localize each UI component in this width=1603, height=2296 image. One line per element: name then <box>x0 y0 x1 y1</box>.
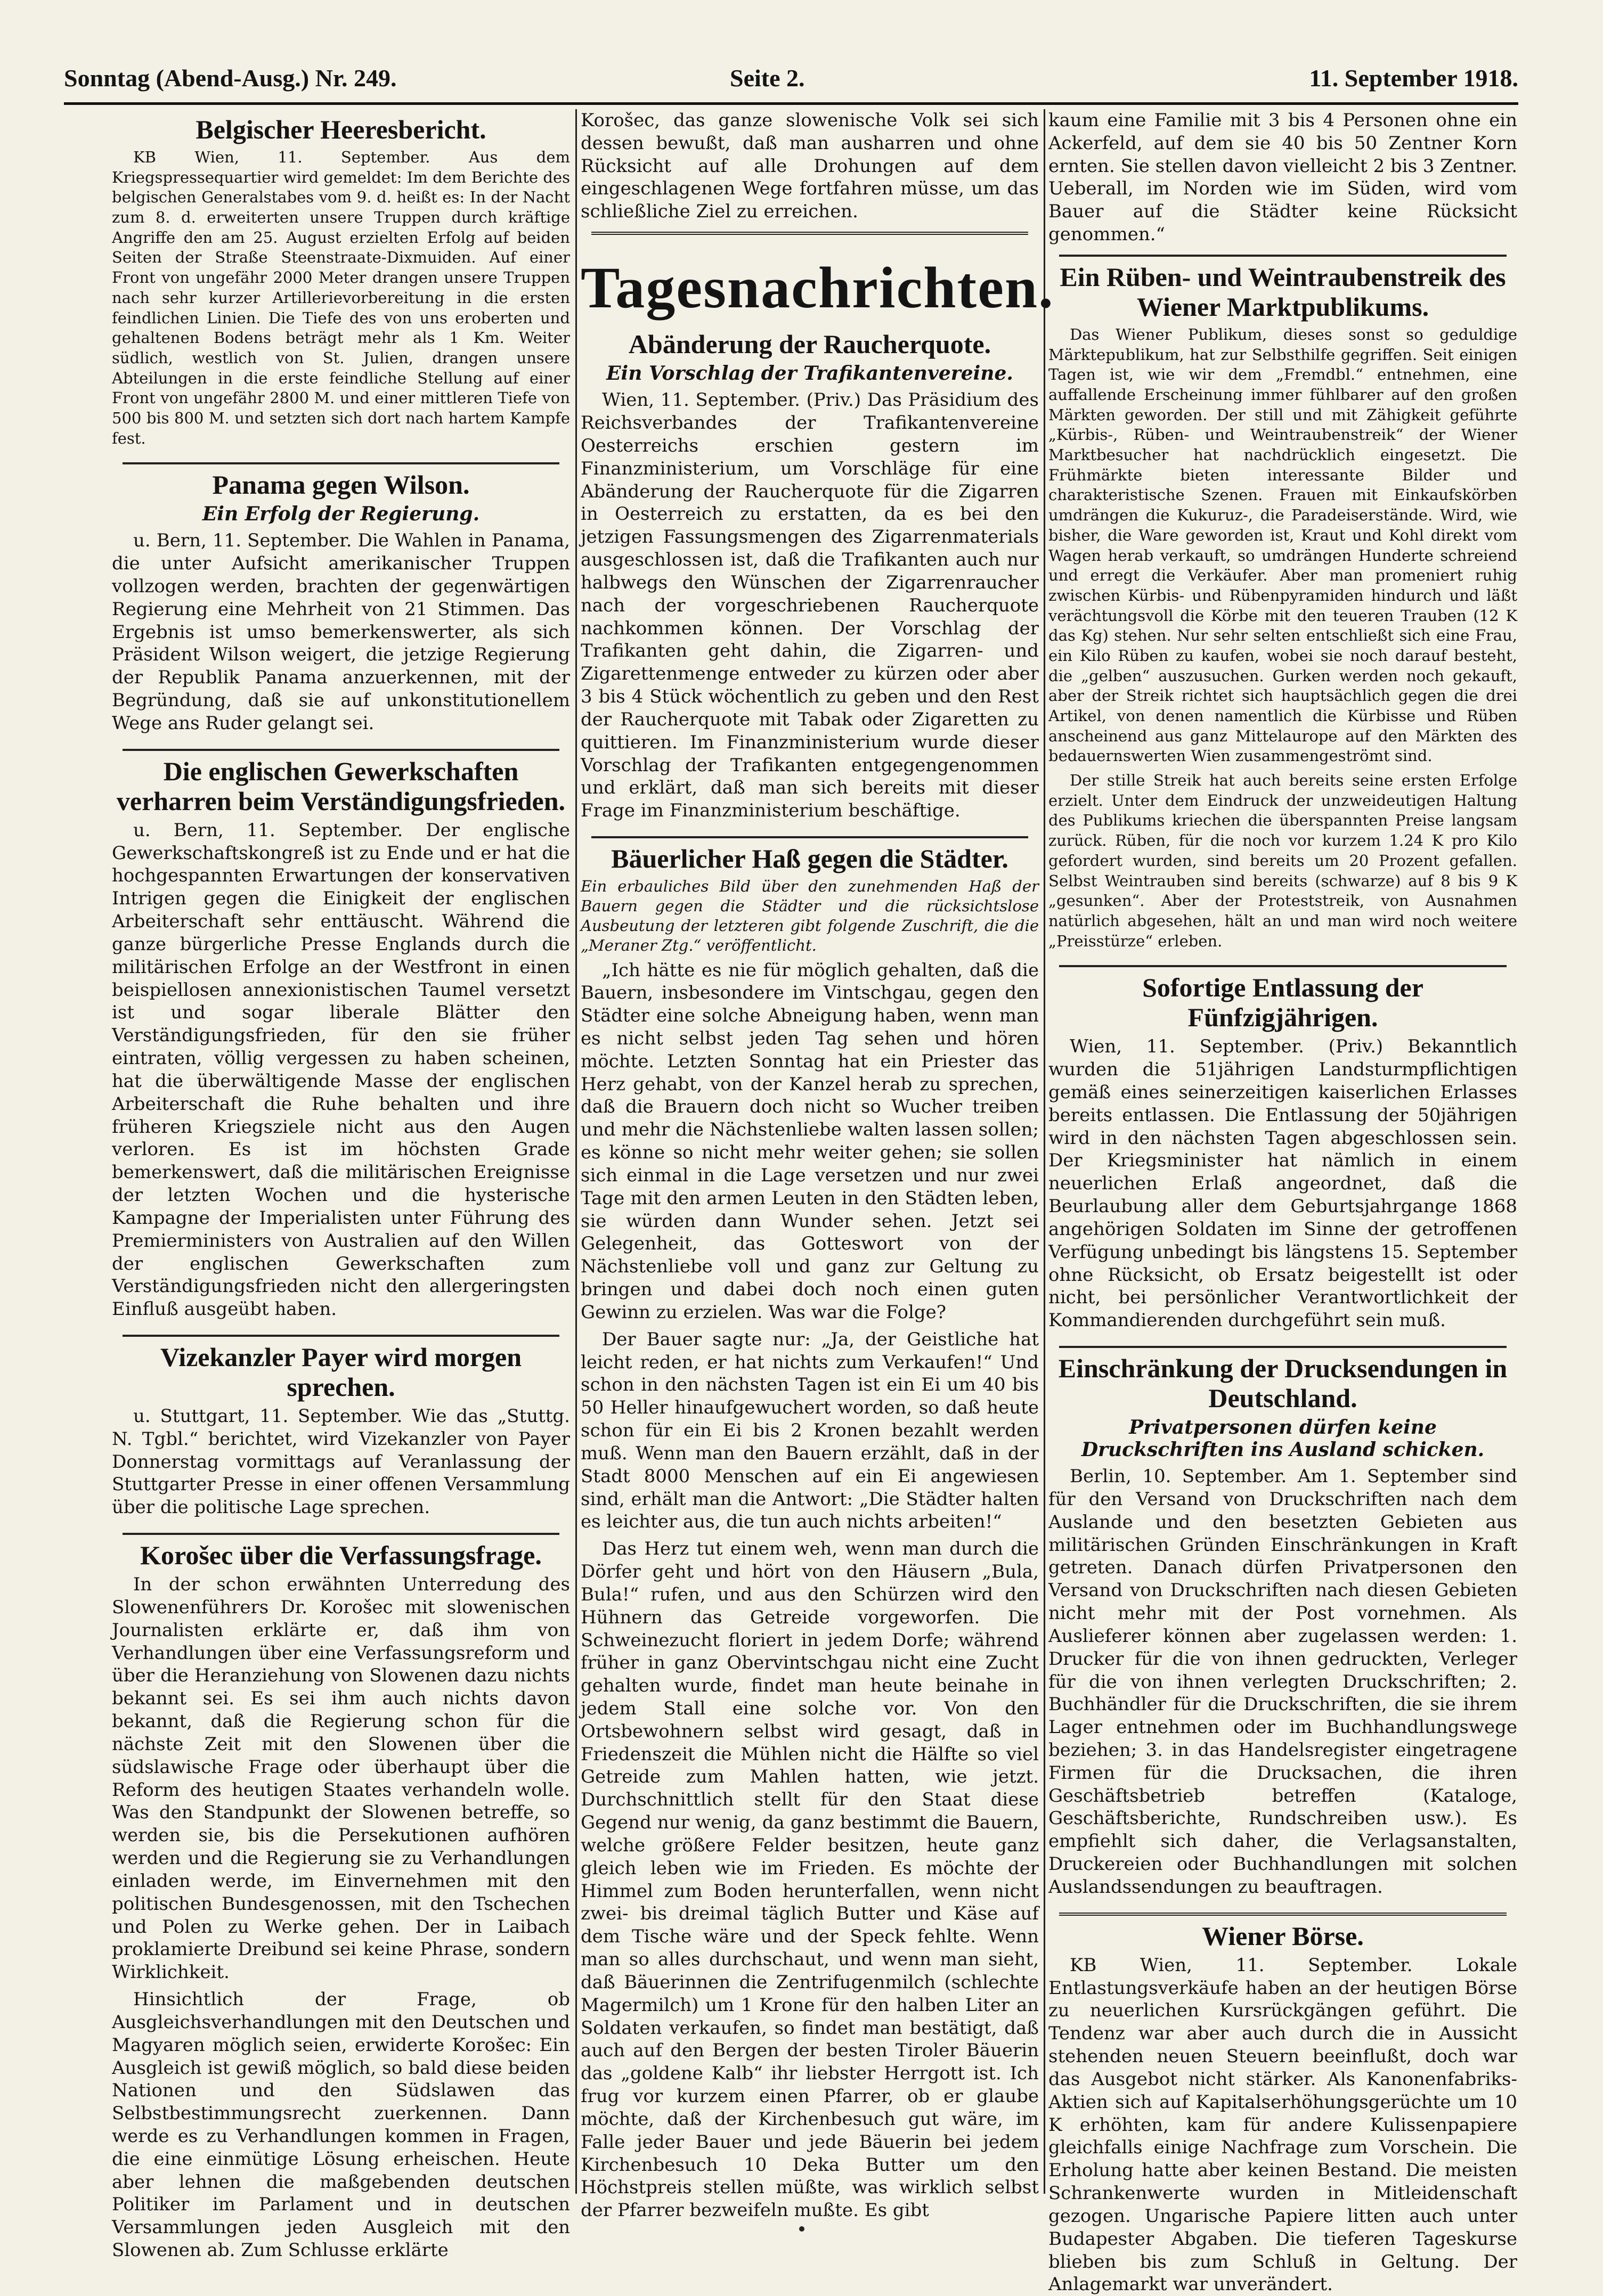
article-headline: Abänderung der Raucherquote. <box>628 329 991 359</box>
article-headline: Bäuerlicher Haß gegen die Städter. <box>611 844 1008 874</box>
article-paragraph: Der Bauer sagte nur: „Ja, der Geistliche hat leicht reden, er hat nichts zum Verkaufen!“ Und schon in den nächsten Tagen ist ein Ei um 40 bis 50 Heller hinaufgewuchert worden, so daß heute schon für ein Ei bis 2 Kronen bezahlt werden muß. Wenn man den Bauern erzählt, daß in der Stadt 8000 Menschen auf ein Ei angewiesen sind, erhält man die Antwort: „Die Städter halten es leichter aus, die tun auch nichts arbeiten!“ <box>581 1328 1039 1533</box>
divider <box>1059 1913 1507 1916</box>
divider <box>123 749 559 751</box>
column-divider <box>1044 109 1045 2194</box>
divider <box>1059 1346 1507 1348</box>
article-paragraph: „Ich hätte es nie für möglich gehalten, daß die Bauern, insbesondere im Vintschgau, gegen den Städter eine solche Abneigung haben, wenn man es nicht selbst jeden Tag sehen und hören möchte. Letzten Sonntag hat ein Priester das Herz gehabt, von der Kanzel herab zu sprechen, daß die Brauern doch nicht so Wucher treiben und mehr die Nächstenliebe walten lassen sollen; es könne so nicht mehr weiter gehen; sie sollen sich einmal in die Lage versetzen und nur zwei Tage mit den armen Leuten in den Städten leben, sie würden dann Wunder sehen. Jetzt sei Gelegenheit, das Gotteswort von der Nächstenliebe voll und ganz zur Geltung zu bringen und dabei doch noch einen guten Gewinn zu erzielen. Was war die Folge? <box>581 959 1039 1323</box>
page-mark <box>799 2226 804 2232</box>
page-number: Seite 2. <box>730 64 805 92</box>
article-raucherquote <box>581 329 1039 822</box>
divider <box>123 1533 559 1535</box>
article-headline: Panama gegen Wilson. <box>212 470 470 500</box>
column-middle <box>581 109 1054 2221</box>
article-paragraph: Das Wiener Publikum, dieses sonst so geduldige Märktepublikum, hat zur Selbsthilfe gegriffen. Seit einigen Tagen ist, wie wir dem „Fremdbl.“ entnehmen, eine auffallende Erscheinung immer fühlbarer auf den großen Märkten geworden. Der still und mit Zähigkeit geführte „Kürbis-, Rüben- und Weintraubenstreik“ der Wiener Marktbesucher hat nachdrücklich eingesetzt. Die Frühmärkte bieten interessante Bilder und charakteristische Szenen. Frauen mit Einkaufskörben umdrängen die Kukuruz-, die Paradeiserstände. Wird, wie bisher, die Ware geworden ist, Kraut und Kohl direkt vom Wagen herab verkauft, so umdrängen Hunderte schreiend und erregt die Verkäufer. Aber man promeniert ruhig zwischen Kürbis- und Rübenpyramiden hindurch und läßt verächtungsvoll die Körbe mit den teueren Trauben (12 K das Kg) stehen. Nur sehr selten entschließt sich eine Frau, ein Kilo Rüben zu kaufen, wobei sie noch darauf besteht, die „gelben“ auszusuchen. Gurken werden noch gekauft, aber der Streik richtet sich hauptsächlich gegen die drei Artikel, von denen namentlich die Kürbisse und Rüben anscheinend aus ganz Mittelaurope auf den Märkten des bedauernswerten Wien zusammengeströmt sind. <box>1048 325 1517 765</box>
divider <box>591 836 1028 838</box>
article-body: Wien, 11. September. (Priv.) Das Präsidium des Reichsverbandes der Trafikantenvereine Oesterreichs erschien gestern im Finanzministerium, um Vorschläge für eine Abänderung der Raucherquote für die Zigarren in Oesterreich zu erstatten, da es bei den jetzigen Fassungsmengen des Zigarrenmaterials ausgeschlossen ist, daß die Trafikanten auch nur halbwegs den Wünschen der Zigarrenraucher nach der vorgeschriebenen Raucherquote nachkommen können. Der Vorschlag der Trafikanten geht dahin, die Zigarren- und Zigarettenmenge entweder zu kürzen oder aber 3 bis 4 Stück wöchentlich zu geben und den Rest der Raucherquote mit Tabak oder Zigaretten zu quittieren. Im Finanzministerium wurde dieser Vorschlag der Trafikanten entgegengenommen und erklärt, daß man sich bereits mit dieser Frage im Finanzministerium beschäftige. <box>581 389 1039 822</box>
article-belgian-report <box>112 115 570 448</box>
article-vienna-exchange <box>1048 1921 1517 2296</box>
issue-date: 11. September 1918. <box>1309 64 1518 92</box>
article-subheadline: Ein Vorschlag der Trafikantenvereine. <box>606 362 1013 385</box>
article-headline: Einschränkung der Drucksendungen in Deutschland. <box>1058 1353 1508 1413</box>
column-right <box>1048 109 1517 2295</box>
article-panama <box>112 470 570 734</box>
divider <box>591 232 1028 235</box>
article-korosec <box>112 1540 570 2262</box>
article-headline: Die englischen Gewerkschaften verharren beim Verständigungsfrieden. <box>116 756 566 816</box>
article-paragraph: Das Herz tut einem weh, wenn man durch die Dörfer geht und hört von den Häusern „Bula, Bula!“ rufen, und aus den Schürzen wird den Hühnern das Getreide vorgeworfen. Die Schweinezucht floriert in jedem Dorfe; während früher in ganz Obervintschgau nicht eine Zucht gehalten wurde, findet man heute beinahe in jedem Stall eine solche vor. Von den Ortsbewohnern selbst wird gesagt, daß in Friedenszeit die Mühlen nicht die Hälfte so viel Getreide zum Mahlen hatten, wie jetzt. Durchschnittlich stellt für den Staat diese Gegend nur wenig, da ganz bestimmt die Bauern, welche größere Felder besitzen, heute ganz gleich leben wie im Frieden. Es möchte der Himmel zum Boden herunterfallen, wenn nicht zwei- bis dreimal täglich Butter und Käse auf dem Tische wäre und der Speck fehlte. Wenn man so alles durchschaut, und wenn man sieht, daß Bäuerinnen die Zentrifugenmilch (schlechte Magermilch) um 1 Krone für den halben Liter an Soldaten verkaufen, so findet man bestätigt, daß auch auf den Bergen der besten Tiroler Bäuerin das „goldene Kalb“ ihr liebster Herrgott ist. Ich frug vor kurzem einen Pfarrer, ob er glaube möchte, daß der Kirchenbesuch gut wäre, im Falle jeder Bauer und jede Bäuerin bei jedem Kirchenbesuch 10 Deka Butter um den Höchstpreis stellen müßte, was wirklich selbst der Pfarrer bezweifeln mußte. Es gibt <box>581 1538 1039 2221</box>
column-left <box>112 109 570 2261</box>
article-body: KB Wien, 11. September. Aus dem Kriegspressequartier wird gemeldet: Im dem Berichte des belgischen Generalstabes vom 9. d. heißt es: In der Nacht zum 8. d. erweiterten unsere Truppen durch kräftige Angriffe den am 25. August erzielten Erfolg auf beiden Seiten der Straße Steenstraate-Dixmuiden. Auf einer Front von ungefähr 2000 Meter drangen unsere Truppen nach sehr kurzer Artillerievorbereitung in die ersten feindlichen Linien. Die Tiefe des von uns eroberten und gehaltenen Bodens beträgt mehr als 1 Km. Weiter südlich, westlich von St. Julien, drangen unsere Abteilungen in die erste feindliche Stellung auf einer Front von ungefähr 2800 M. und einer mittleren Tiefe von 500 bis 800 M. und setzten sich dort nach hartem Kampfe fest. <box>112 148 570 447</box>
masthead <box>64 53 1518 101</box>
article-body: u. Bern, 11. September. Die Wahlen in Panama, die unter Aufsicht amerikanischer Truppen vollzogen werden, brachten der gegenwärtigen Regierung eine Mehrheit von 21 Stimmen. Das Ergebnis ist umso bemerkenswerter, als sich Präsident Wilson weigert, die jetzige Regierung der Republik Panama anzuerkennen, mit der Begründung, daß sie auf unkonstitutionellem Wege ans Ruder gelangt sei. <box>112 530 570 734</box>
article-headline: Sofortige Entlassung der Fünfzigjährigen. <box>1142 973 1423 1033</box>
article-market-strike <box>1048 262 1517 951</box>
divider <box>1059 255 1507 257</box>
article-paragraph: Hinsichtlich der Frage, ob Ausgleichsverhandlungen mit den Deutschen und Magyaren möglich seien, erwiderte Korošec: Ein Ausgleich ist gewiß möglich, so bald diese beiden Nationen und den Südslawen das Selbstbestimmungsrecht zuerkennen. Dann werde es zu Verhandlungen kommen in Fragen, die eine einmütige Lösung erheischen. Heute aber lehnen die maßgebenden deutschen Politiker im Parlament und in deutschen Versammlungen jeden Ausgleich mit den Slowenen ab. Zum Schlusse erklärte <box>112 1989 570 2261</box>
divider <box>123 462 559 464</box>
article-print-restrictions <box>1048 1353 1517 1899</box>
article-payer <box>112 1342 570 1519</box>
article-headline: Ein Rüben- und Weintraubenstreik des Wiener Marktpublikums. <box>1060 262 1506 322</box>
article-subheadline: Privatpersonen dürfen keine Druckschriften ins Ausland schicken. <box>1081 1416 1485 1461</box>
article-headline: Belgischer Heeresbericht. <box>196 115 486 144</box>
article-english-unions <box>112 756 570 1321</box>
issue-label: Sonntag (Abend-Ausg.) Nr. 249. <box>64 64 397 92</box>
article-subheadline: Ein Erfolg der Regierung. <box>202 503 480 526</box>
section-title: Tagesnachrichten. <box>581 255 1054 321</box>
article-body: u. Bern, 11. September. Der englische Gewerkschaftskongreß ist zu Ende und er hat die hochgespannten Erwartungen der konservativen Intrigen gegen die Einigkeit der englischen Arbeiterschaft sehr enttäuscht. Während die ganze bürgerliche Presse Englands durch die militärischen Erfolge an der Westfront in einen beispiellosen annexionistischen Taumel versetzt ist und sogar liberale Blätter den Verständigungsfrieden, für den sie früher eintraten, völlig vergessen zu haben scheinen, hat die überwältigende Masse der englischen Arbeiterschaft die Ruhe behalten und ihre früheren Kriegsziele nicht aus den Augen verloren. Es ist im höchsten Grade bemerkenswert, daß die militärischen Ereignisse der letzten Wochen und die hysterische Kampagne der Imperialisten unter Führung des Premierministers von Australien auf den Willen der englischen Gewerkschaften zum Verständigungsfrieden nicht den allergeringsten Einfluß ausgeübt haben. <box>112 819 570 1320</box>
article-continuation: kaum eine Familie mit 3 bis 4 Personen ohne ein Ackerfeld, auf dem sie 40 bis 50 Zentner Korn ernten. Sie stellen davon vielleicht 2 bis 3 Zentner. Ueberall, im Norden wie im Süden, wird vom Bauer auf die Städter keine Rücksicht genommen.“ <box>1048 110 1517 246</box>
article-fifty-year-olds <box>1048 973 1517 1332</box>
article-body: Wien, 11. September. (Priv.) Bekanntlich wurden die 51jährigen Landsturmpflichtigen gemäß eines seinerzeitigen kaiserlichen Erlasses bereits entlassen. Die Entlassung der 50jährigen wird in den nächsten Tagen abgeschlossen sein. Der Kriegsminister hat nämlich in einem neuerlichen Erlaß angeordnet, daß die Beurlaubung aller dem Geburtsjahrgange 1868 angehörigen Soldaten im Sinne der getroffenen Verfügung unbedingt bis längstens 15. September ohne Rücksicht, ob Ersatz beigestellt ist oder nicht, bei persönlicher Verantwortlichkeit der Kommandierenden durchgeführt sein muß. <box>1048 1036 1517 1331</box>
article-paragraph: Der stille Streik hat auch bereits seine ersten Erfolge erzielt. Unter dem Eindruck der unzweideutigen Haltung des Publikums kriechen die überspannten Preise langsam zurück. Rüben, für die noch vor kurzem 1.24 K pro Kilo gefordert wurden, sind bereits um 20 Prozent gefallen. Selbst Weintrauben sind bereits (schwarze) auf 8 bis 9 K „gesunken“. Aber der Proteststreik, von Ausnahmen natürlich abgesehen, hält an und man wird noch weitere „Preisstürze“ erleben. <box>1048 771 1517 950</box>
article-headline: Wiener Börse. <box>1202 1921 1364 1951</box>
masthead-rule <box>64 102 1518 105</box>
column-divider <box>575 109 577 2194</box>
article-body: Berlin, 10. September. Am 1. September sind für den Versand von Druckschriften nach dem Auslande und den besetzten Gebieten aus militärischen Gründen Einschränkungen in Kraft getreten. Danach dürfen Privatpersonen den Versand von Druckschriften nach diesen Gebieten nicht mehr mit der Post vornehmen. Als Auslieferer können aber zugelassen werden: 1. Drucker für die von ihnen gedruckten, Verleger für die von ihnen verlegten Druckschriften; 2. Buchhändler für die Druckschriften, die sie ihrem Lager entnehmen oder im Buchhandlungswege beziehen; 3. in das Handelsregister eingetragene Firmen für die Drucksachen, die ihren Geschäftsbetrieb betreffen (Kataloge, Geschäftsberichte, Rundschreiben usw.). Es empfiehlt sich daher, die Verlagsanstalten, Druckereien oder Buchhandlungen mit solchen Auslandssendungen zu beauftragen. <box>1048 1466 1517 1898</box>
article-headline: Vizekanzler Payer wird morgen sprechen. <box>160 1342 522 1402</box>
article-paragraph: In der schon erwähnten Unterredung des Slowenenführers Dr. Korošec mit slowenischen Journalisten erklärte er, daß ihm von Verhandlungen über eine Verfassungsreform und über die Heranziehung von Slowenen dazu nichts bekannt sei. Es sei ihm auch nichts davon bekannt, daß die Regierung schon für die nächste Zeit mit den Slowenen über die südslawische Frage oder überhaupt über die Reform des heutigen Staates verhandeln wolle. Was den Standpunkt der Slowenen betreffe, so werden sie, bis die Persekutionen aufhören werden und die Regierung sie zu Verhandlungen einladen werde, im Einvernehmen mit den politischen Bundesgenossen, mit den Tschechen und Polen zu Werke gehen. Der in Laibach proklamierte Dreibund sei keine Phrase, sondern Wirklichkeit. <box>112 1574 570 1983</box>
divider <box>123 1335 559 1337</box>
article-body: KB Wien, 11. September. Lokale Entlastungsverkäufe haben an der heutigen Börse zu neuerlichen Kursrückgängen geführt. Die Tendenz war aber auch durch die in Aussicht stehenden neuen Steuern beeinflußt, doch war das Ausgebot nicht stärker. Als Kanonenfabriks-Aktien sich auf Kapitalserhöhungsgerüchte um 10 K erhöhten, kam für andere Kulissenpapiere gleichfalls einige Nachfrage zum Vorschein. Die Erholung hatte aber keinen Bestand. Die meisten Schrankenwerte wurden in Mitleidenschaft gezogen. Ungarische Papiere litten auch unter Budapester Abgaben. Die tieferen Tageskurse blieben bis zum Schluß in Geltung. Der Anlagemarkt war unverändert. <box>1048 1954 1517 2295</box>
article-farmers-hate <box>581 844 1039 2222</box>
article-continuation: Korošec, das ganze slowenische Volk sei sich dessen bewußt, daß man ausharren und ohne Rücksicht auf alle Drohungen auf dem eingeschlagenen Wege fortfahren müsse, um das schließliche Ziel zu erreichen. <box>581 110 1039 223</box>
divider <box>1059 965 1507 967</box>
article-headline: Korošec über die Verfassungsfrage. <box>140 1540 542 1571</box>
article-body: u. Stuttgart, 11. September. Wie das „Stuttg. N. Tgbl.“ berichtet, wird Vizekanzler von Payer Donnerstag vormittags auf Veranlassung der Stuttgarter Presse in einer offenen Versammlung über die politische Lage sprechen. <box>112 1405 570 1518</box>
article-lead: Ein erbauliches Bild über den zunehmenden Haß der Bauern gegen die Städter und die rücksichtslose Ausbeutung der letzteren gibt folgende Zuschrift, die die „Meraner Ztg.“ veröffentlicht. <box>581 877 1039 955</box>
